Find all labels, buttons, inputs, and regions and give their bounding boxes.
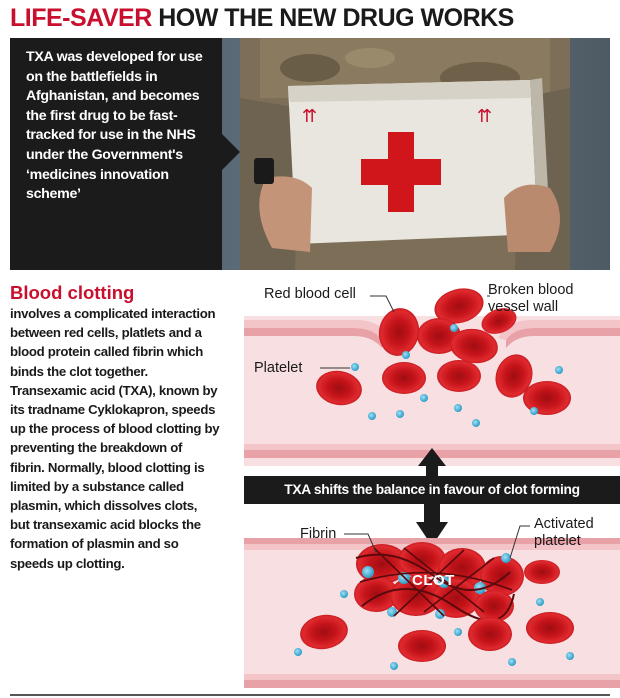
label-platelet: Platelet bbox=[254, 360, 303, 376]
blood-clotting-body: involves a complicated interaction between red cells, platlets and a blood protein called fibrin which binds the clot together. Transexamic acid (TXA), known by its tradname Cyklokapron, speeds up the process of blood clotting by preventing the breakdown of fibrin. Normally, blood clotting is limited by a substance called plasmin, which dissolves clots, but transexamic acid blocks the formation of plasmin and so speeds up clotting. bbox=[10, 306, 220, 571]
bottom-divider bbox=[10, 694, 610, 696]
title-black: HOW THE NEW DRUG WORKS bbox=[158, 4, 514, 32]
label-activated-line1: Activated bbox=[534, 516, 594, 532]
svg-text:⇈: ⇈ bbox=[302, 106, 318, 127]
label-broken-wall-line1: Broken blood bbox=[488, 282, 574, 298]
label-clot: CLOT bbox=[412, 572, 455, 589]
panel-pointer bbox=[222, 134, 240, 170]
blood-clotting-heading: Blood clotting bbox=[10, 282, 135, 303]
svg-text:⇈: ⇈ bbox=[477, 106, 493, 127]
title-red: LIFE-SAVER bbox=[10, 4, 152, 32]
page-title bbox=[10, 2, 610, 34]
info-panel bbox=[10, 38, 222, 270]
label-broken-wall-line2: vessel wall bbox=[488, 299, 559, 315]
label-red-blood-cell: Red blood cell bbox=[264, 286, 356, 302]
info-panel-text: TXA was developed for use on the battlefields in Afghanistan, and becomes the first drug to be fast-tracked for use in the NHS under the Government's ‘medicines innovation scheme’ bbox=[26, 49, 203, 203]
label-activated-line2: platelet bbox=[534, 533, 581, 549]
left-column bbox=[10, 282, 220, 573]
photo-section bbox=[10, 38, 610, 270]
label-fibrin: Fibrin bbox=[300, 526, 337, 542]
clotting-diagram bbox=[244, 276, 620, 696]
txa-banner: TXA shifts the balance in favour of clot forming bbox=[244, 476, 620, 504]
